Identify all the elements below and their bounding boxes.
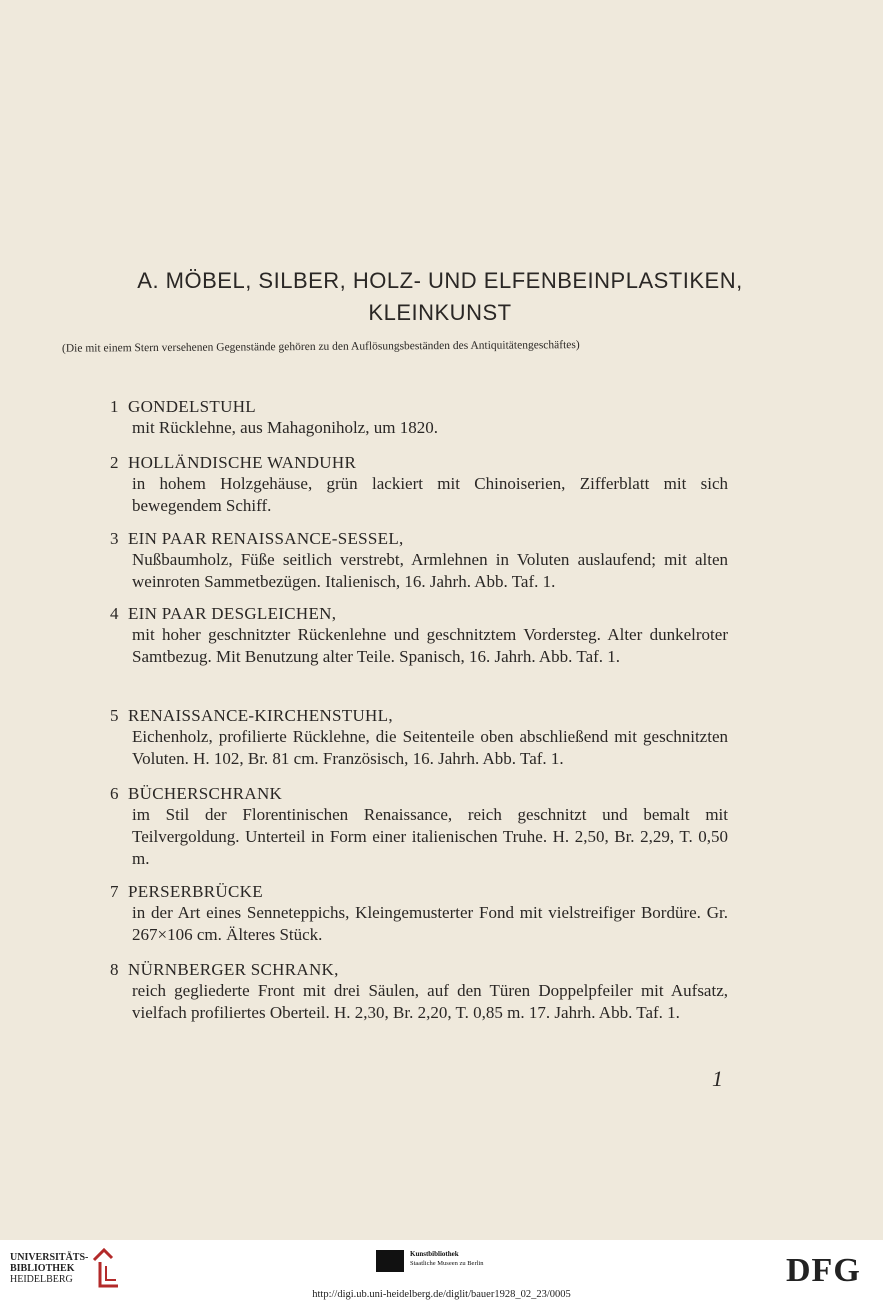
item-number: 4: [110, 604, 119, 623]
item-description: Nußbaumholz, Füße seitlich verstrebt, Armlehnen in Voluten auslaufend; mit alten weinroten Sammetbezügen. Italienisch, 16. Jahrh. Abb. Taf. 1.: [132, 550, 728, 591]
section-note: (Die mit einem Stern versehenen Gegenstände gehören zu den Auflösungsbeständen des Antiquitätengeschäftes): [61, 339, 580, 355]
item-title: RENAISSANCE-KIRCHENSTUHL,: [128, 706, 393, 725]
item-description: in hohem Holzgehäuse, grün lackiert mit Chinoiserien, Zifferblatt mit sich bewegendem Schiff.: [132, 474, 728, 515]
dfg-logo[interactable]: DFG: [786, 1252, 861, 1289]
item-title: NÜRNBERGER SCHRANK,: [128, 960, 339, 979]
catalog-item-2: [110, 453, 730, 517]
ub-heidelberg-logo[interactable]: [10, 1252, 88, 1285]
item-title: BÜCHERSCHRANK: [128, 784, 283, 803]
item-number: 7: [110, 882, 119, 901]
item-description: reich gegliederte Front mit drei Säulen, auf den Türen Doppelpfeiler mit Aufsatz, vielfach profiliertes Oberteil. H. 2,30, Br. 2,20, T. 0,85 m. 17. Jahrh. Abb. Taf. 1.: [132, 981, 728, 1022]
item-number: 1: [110, 397, 119, 416]
catalog-item-3: [110, 529, 730, 593]
kb-line-2: Staatliche Museen zu Berlin: [410, 1260, 484, 1267]
item-number: 8: [110, 960, 119, 979]
item-description: mit Rücklehne, aus Mahagoniholz, um 1820.: [132, 418, 438, 437]
item-number: 3: [110, 529, 119, 548]
kb-line-1: Kunstbibliothek: [410, 1250, 459, 1258]
catalog-item-1: [110, 397, 730, 439]
kunstbibliothek-icon: [376, 1250, 404, 1272]
catalog-item-8: [110, 960, 730, 1024]
item-title: EIN PAAR DESGLEICHEN,: [128, 604, 337, 623]
catalog-item-6: [110, 784, 730, 870]
ub-emblem-icon: [90, 1248, 120, 1288]
item-title: HOLLÄNDISCHE WANDUHR: [128, 453, 357, 472]
catalog-item-7: [110, 882, 730, 946]
item-number: 2: [110, 453, 119, 472]
item-description: Eichenholz, profilierte Rücklehne, die Seitenteile oben abschließend mit geschnitzten Voluten. H. 102, Br. 81 cm. Französisch, 16. Jahrh. Abb. Taf. 1.: [132, 727, 728, 768]
ub-line-1: UNIVERSITÄTS-: [10, 1252, 89, 1263]
permalink-url[interactable]: http://digi.ub.uni-heidelberg.de/diglit/bauer1928_02_23/0005: [312, 1289, 571, 1300]
section-subheading: KLEINKUNST: [368, 300, 512, 325]
item-description: mit hoher geschnitzter Rückenlehne und geschnitztem Vordersteg. Alter dunkelroter Samtbezug. Mit Benutzung alter Teile. Spanisch, 16. Jahrh. Abb. Taf. 1.: [132, 625, 728, 666]
item-title: PERSERBRÜCKE: [128, 882, 263, 901]
item-description: in der Art eines Senneteppichs, Kleingemusterter Fond mit vielstreifiger Bordüre. Gr. 267×106 cm. Älteres Stück.: [132, 903, 728, 944]
item-title: GONDELSTUHL: [128, 397, 256, 416]
catalog-item-5: [110, 706, 730, 770]
item-number: 6: [110, 784, 119, 803]
ub-line-2: BIBLIOTHEK: [10, 1263, 75, 1274]
item-title: EIN PAAR RENAISSANCE-SESSEL,: [128, 529, 404, 548]
catalog-item-4: [110, 604, 730, 668]
item-description: im Stil der Florentinischen Renaissance, reich geschnitzt und bemalt mit Teilvergoldung. Unterteil in Form einer italienischen Truhe. H. 2,50, Br. 2,29, T. 0,50 m.: [132, 805, 728, 868]
section-heading: A. MÖBEL, SILBER, HOLZ- UND ELFENBEINPLASTIKEN,: [137, 268, 743, 293]
item-number: 5: [110, 706, 119, 725]
page-number: 1: [712, 1066, 723, 1091]
ub-line-3: HEIDELBERG: [10, 1274, 73, 1285]
